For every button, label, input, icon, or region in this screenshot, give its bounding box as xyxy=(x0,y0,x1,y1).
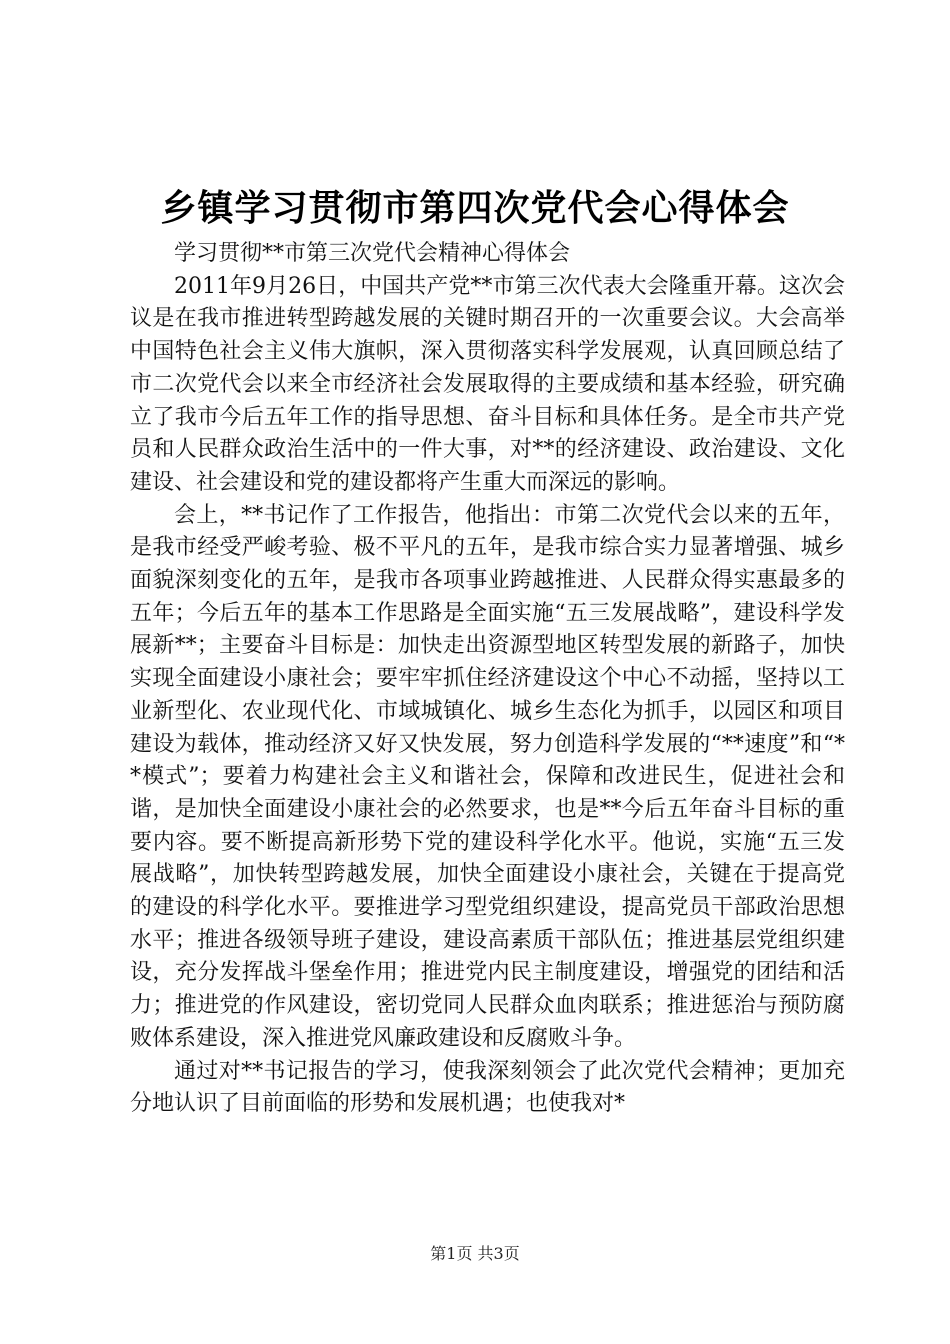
page-footer: 第1页 共3页 xyxy=(430,1244,520,1263)
document-body xyxy=(130,238,845,1121)
document-title: 乡镇学习贯彻市第四次党代会心得体会 xyxy=(160,188,790,229)
subtitle-paragraph: 学习贯彻**市第三次党代会精神心得体会 xyxy=(174,241,571,266)
body-paragraph: 2011年9月26日，中国共产党**市第三次代表大会隆重开幕。这次会议是在我市推进转型跨越发展的关键时期召开的一次重要会议。大会高举中国特色社会主义伟大旗帜，深入贯彻落实科学发展观，认真回顾总结了市二次党代会以来全市经济社会发展取得的主要成绩和基本经验，研究确立了我市今后五年工作的指导思想、奋斗目标和具体任务。是全市共产党员和人民群众政治生活中的一件大事，对**的经济建设、政治建设、文化建设、社会建设和党的建设都将产生重大而深远的影响。 xyxy=(130,273,845,495)
body-paragraph: 通过对**书记报告的学习，使我深刻领会了此次党代会精神；更加充分地认识了目前面临的形势和发展机遇；也使我对* xyxy=(130,1058,845,1117)
body-paragraph: 会上，**书记作了工作报告，他指出：市第二次党代会以来的五年，是我市经受严峻考验、极不平凡的五年，是我市综合实力显著增强、城乡面貌深刻变化的五年，是我市各项事业跨越推进、人民群众得实惠最多的五年；今后五年的基本工作思路是全面实施“五三发展战略”，建设科学发展新**；主要奋斗目标是：加快走出资源型地区转型发展的新路子，加快实现全面建设小康社会；要牢牢抓住经济建设这个中心不动摇，坚持以工业新型化、农业现代化、市域城镇化、城乡生态化为抓手，以园区和项目建设为载体，推动经济又好又快发展，努力创造科学发展的“**速度”和“**模式”；要着力构建社会主义和谐社会，保障和改进民生，促进社会和谐，是加快全面建设小康社会的必然要求，也是**今后五年奋斗目标的重要内容。要不断提高新形势下党的建设科学化水平。他说，实施“五三发展战略”，加快转型跨越发展，加快全面建设小康社会，关键在于提高党的建设的科学化水平。要推进学习型党组织建设，提高党员干部政治思想水平；推进各级领导班子建设，建设高素质干部队伍；推进基层党组织建设，充分发挥战斗堡垒作用；推进党内民主制度建设，增强党的团结和活力；推进党的作风建设，密切党同人民群众血肉联系；推进惩治与预防腐败体系建设，深入推进党风廉政建设和反腐败斗争。 xyxy=(130,502,845,1051)
